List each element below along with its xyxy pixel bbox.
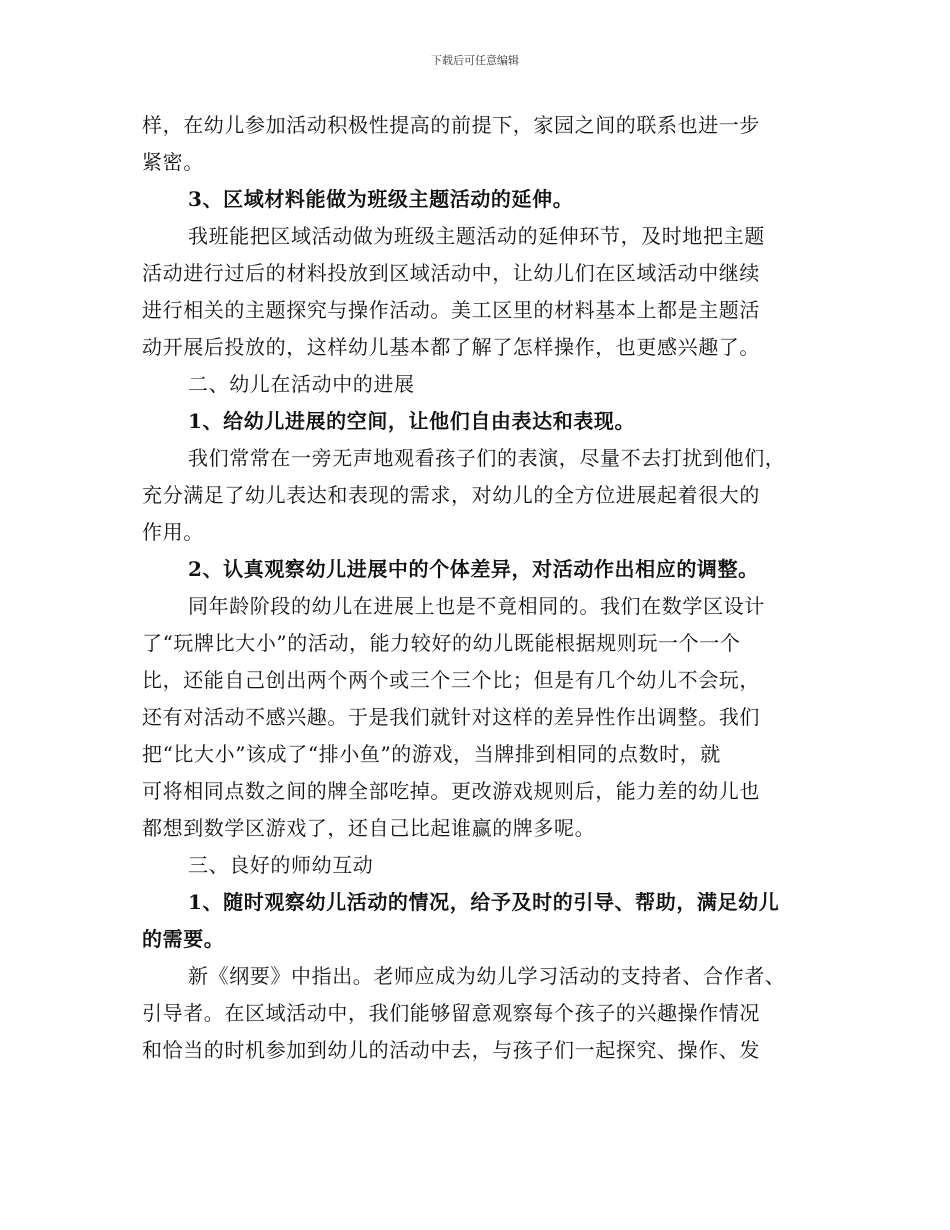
paragraph-line: 引导者。在区域活动中，我们能够留意观察每个孩子的兴趣操作情况 bbox=[142, 1001, 760, 1025]
paragraph-line: 比，还能自己创出两个两个或三个三个比；但是有几个幼儿不会玩， bbox=[142, 668, 760, 692]
paragraph-line: 样，在幼儿参加活动积极性提高的前提下，家园之间的联系也进一步 bbox=[142, 113, 760, 137]
section-heading-line: 3、区域材料能做为班级主题活动的延伸。 bbox=[188, 187, 574, 211]
page-header: 下载后可任意编辑 bbox=[431, 54, 519, 67]
paragraph-line: 充分满足了幼儿表达和表现的需求，对幼儿的全方位进展起着很大的 bbox=[142, 483, 760, 507]
paragraph-line: 同年龄阶段的幼儿在进展上也是不竟相同的。我们在数学区设计 bbox=[188, 594, 765, 618]
paragraph-line: 我们常常在一旁无声地观看孩子们的表演，尽量不去打扰到他们， bbox=[188, 446, 786, 470]
section-heading-line: 的需要。 bbox=[142, 927, 225, 951]
paragraph-line: 新《纲要》中指出。老师应成为幼儿学习活动的支持者、合作者、 bbox=[188, 964, 786, 988]
paragraph-line: 了“玩牌比大小”的活动，能力较好的幼儿既能根据规则玩一个一个 bbox=[142, 631, 741, 655]
paragraph-line: 作用。 bbox=[142, 520, 204, 544]
document-body bbox=[142, 107, 812, 1069]
paragraph-line: 还有对活动不感兴趣。于是我们就针对这样的差异性作出调整。我们 bbox=[142, 705, 760, 729]
paragraph-line: 可将相同点数之间的牌全部吃掉。更改游戏规则后，能力差的幼儿也 bbox=[142, 779, 760, 803]
section-heading-line: 1、给幼儿进展的空间，让他们自由表达和表现。 bbox=[188, 409, 636, 433]
paragraph-line: 三、良好的师幼互动 bbox=[188, 853, 374, 877]
section-heading-line: 2、认真观察幼儿进展中的个体差异，对活动作出相应的调整。 bbox=[188, 557, 759, 581]
paragraph-line: 二、幼儿在活动中的进展 bbox=[188, 372, 415, 396]
paragraph-line: 进行相关的主题探究与操作活动。美工区里的材料基本上都是主题活 bbox=[142, 298, 760, 322]
paragraph-line: 和恰当的时机参加到幼儿的活动中去，与孩子们一起探究、操作、发 bbox=[142, 1038, 760, 1062]
section-heading-line: 1、随时观察幼儿活动的情况，给予及时的引导、帮助，满足幼儿 bbox=[188, 890, 780, 914]
paragraph-line: 活动进行过后的材料投放到区域活动中，让幼儿们在区域活动中继续 bbox=[142, 261, 760, 285]
paragraph-line: 都想到数学区游戏了，还自己比起谁赢的牌多呢。 bbox=[142, 816, 596, 840]
paragraph-line: 我班能把区域活动做为班级主题活动的延伸环节，及时地把主题 bbox=[188, 224, 765, 248]
paragraph-line: 动开展后投放的，这样幼儿基本都了解了怎样操作，也更感兴趣了。 bbox=[142, 335, 760, 359]
paragraph-line: 把“比大小”该成了“排小鱼”的游戏，当牌排到相同的点数时，就 bbox=[142, 742, 721, 766]
paragraph-line: 紧密。 bbox=[142, 150, 204, 174]
